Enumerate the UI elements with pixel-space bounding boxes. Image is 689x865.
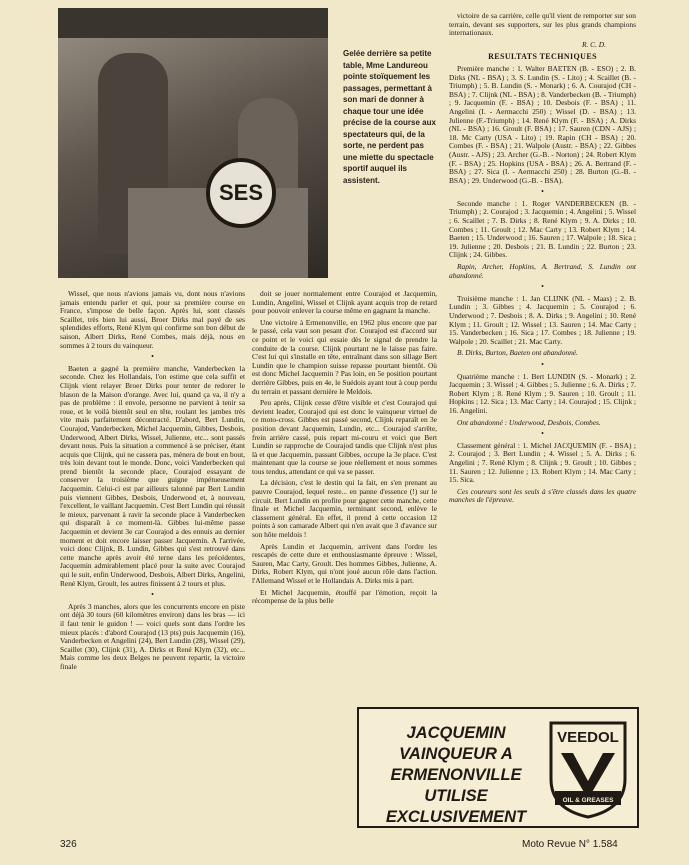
- paragraph: Baeten a gagné la première manche, Vanderbecken la seconde. Chez les Hollandais, l'on estime que cela suffit et Clijnk vient relayer Broer Dirks pour tenter de redorer le blason de la Maison d'orange. Avec lui, quand ça va, il n'y a pas de problème : il envole, personne ne parvient à tenir sa roue, et le voilà bientôt seul en tête, roulant les jambes très vite mais parfaitement décontracté. D'abord, Bert Lundin, Courajod, Vanderbecken, Michel Jacquemin, Gibbes, Desbois, Underwood, Albert Dirks, Wissel, Julienne, etc... sont passés devant nous. Puis la situation a commencé à se préciser, étant acquis que Clijnk, qui ne cassera pas, mènera de bout en bout, très loin devant tout le monde. Donc, voici Vanderbecken qui prend bientôt la seconde place, Courajod essayant de conserver la troisième que guigne impétueusement Jacquemin. Celui-ci est par ailleurs talonné par Bert Lundin puis viennent Gibbes, Desbois, Underwood et, à nouveau, l'excellent, le vaillant Jacquemin. C'est Bert Lundin qui réussit le mieux, parvenant à ravir la seconde place à Vanderbecken qui disparaît à ce moment-là. Gibbes lui-même passe Jacquemin et devient 3e car Courajod a des ennuis au dernier moment et doit encore laisser passer Jacquemin. A l'arrivée, voici donc Clijnk, B. Lundin, Gibbes qui s'est retrouvé dans cette manche après avoir été terne dans les précédentes, Jacquemin admirablement placé pour la suite avec Courajod qui le suit, enfin Underwood, Desbois, Albert Dirks, Angelini, René Klym, Groult, les autres finissent à 2 tours et plus.: [60, 363, 245, 588]
- separator: •: [541, 282, 544, 292]
- result-block: Classement général : 1. Michel JACQUEMIN (F. - BSA) ; 2. Courajod ; 3. Bert Lundin ; 4. Wissel ; 5. A. Dirks ; 6. Angelini ; 7. René Klym ; 8. Clijnk ; 9. Groult ; 10. Gibbes ; 11. Sauren ; 12. Julienne ; 13. Robert Klym ; 14. Mac Carty ; 15. Sica.: [449, 440, 636, 485]
- paragraph: Après 3 manches, alors que les concurrents encore en piste ont déjà 30 tours (60 kilomètres environ) dans les bras — ici il faut tenir le guidon ! — voici quels sont dans l'ordre les mieux placés : d'abord Courajod (13 pts) puis Jacquemin (16), Vanderbecken et Angelini (24), Bert Lundin (28), Wissel (29), Scaillet (30), Clijnk (31), A. Dirks et René Klym (32), etc... Mais comme les deux Belges ne peuvent repartir, la victoire finale: [60, 601, 245, 671]
- article-column-2: [252, 290, 437, 609]
- issue-label: Moto Revue N° 1.584: [522, 839, 618, 850]
- results-column: [449, 12, 636, 508]
- race-photo: [58, 8, 328, 278]
- result-note: Ont abandonné : Underwood, Desbois, Combes.: [457, 417, 601, 427]
- separator: •: [541, 359, 544, 369]
- paragraph: Wissel, que nous n'avions jamais vu, dont nous n'avions jamais entendu parler et qui, pour sa première course en France, s'impose de belle façon. Après lui, sont classés Scaillet, très bien lui aussi, Broer Dirks mal payé de ses splendides efforts, René Klym qui confirme son bon début de saison, Albert Dirks, René Combes, mais déjà, nous en sommes à 2 tours du vainqueur.: [60, 289, 245, 350]
- paragraph: La décision, c'est le destin qui la fait, en s'en prenant au pauvre Courajod, lequel reste... en panne d'essence (!) sur le circuit. Bert Lundin en profite pour gagner cette manche, cette finale et Michel Jacquemin, terminant second, enlève le classement général. En effet, il prend à cette occasion 12 points à son camarade Albert qui n'en avait que 3 d'avance sur son hôte meldois !: [252, 478, 437, 540]
- ad-line: JACQUEMIN: [406, 724, 506, 742]
- separator: •: [151, 352, 154, 362]
- ad-line: VAINQUEUR A: [399, 745, 513, 763]
- result-note: Rapin, Archer, Hopkins, A. Bertrand, S. Lundin ont abandonné.: [449, 262, 636, 280]
- result-block: Troisième manche : 1. Jan CLIJNK (NL - Maas) ; 2. B. Lundin ; 3. Gibbes ; 4. Jacquemin ; 5. Courajod ; 6. Underwood ; 7. Desbois ; 8. A. Dirks ; 9. Angelini ; 10. René Klym ; 11. Groult ; 12. Wissel ; 13. Sauren ; 14. Mac Carty ; 15. Vanderbecken ; 16. Sica ; 17. Combes ; 18. Julienne ; 19. Walpole ; 20. Scaillet ; 21. Mac Carty.: [449, 293, 636, 346]
- photo-tent: [58, 8, 328, 38]
- ad-subtitle: OIL & GREASES: [562, 797, 614, 804]
- ad-line: ERMENONVILLE: [390, 766, 522, 784]
- paragraph: doit se jouer normalement entre Courajod et Jacquemin, Lundin, Angelini, Wissel et Clijnk ayant acquis trop de retard pour pouvoir enlever la course même en gagnant la manche.: [252, 289, 437, 316]
- result-note: B. Dirks, Burton, Baeten ont abandonné.: [457, 348, 578, 358]
- author-signature: R. C. D.: [581, 39, 606, 49]
- paragraph: Peu après, Clijnk cesse d'être visible et c'est Courajod qui devient leader, Courajod qui est donc le vainqueur virtuel de ce moto-cross. Gibbes est passé second, Clijnk reparaît en 3e position devant Jacquemin, Lundin, etc... Courajod s'arrête, frein arrière cassé, puis repart mi-couru et voici que Bert Lundin se rapproche de Courajod tandis que Clijnk n'est plus là et que Jacquemin, passant Gibbes, occupe la 3e place. C'est maintenant que la course se joue réellement et nous sommes tous tendus, attendant ce qui va se passer.: [252, 398, 437, 476]
- veedol-advertisement: [357, 707, 639, 828]
- paragraph: victoire de sa carrière, celle qu'il vient de remporter sur son terrain, devant ses supporters, sur les plus grands champions internationaux.: [449, 11, 636, 38]
- ad-headline: [371, 723, 541, 828]
- result-block: Seconde manche : 1. Roger VANDERBECKEN (B. - Triumph) ; 2. Courajod ; 3. Jacquemin ; 4. Angelini ; 5. Wissel ; 6. Scaillet ; 7. B. Dirks ; 8. René Klym ; 9. A. Dirks ; 10. Combes ; 11. Groult ; 12. Mac Carty ; 13. Robert Klym ; 14. Baeten ; 15. Underwood ; 16. Sauren ; 17. Walpole ; 18. Sica ; 19. Julienne ; 20. Desbois ; 21. B. Lundin ; 22. Burton ; 23. Clijnk ; 24. Gibbes.: [449, 198, 636, 260]
- result-block: Première manche : 1. Walter BAETEN (B. - ESO) ; 2. B. Dirks (NL - BSA) ; 3. S. Lundin (S. - Lito) ; 4. Scaillet (B. - Triumph) ; 5. B. Lundin (S. - Monark) ; 6. A. Courajod (CH - BSA) ; 7. Clijnk (NL - BSA) ; 8. Vanderbecken (B. - Triumph) ; 9. Jacquemin (F. - BSA) ; 10. Desbois (F. - BSA) ; 11. Angelini (I. - Aermacchi 250) ; Wissel (D. - BSA) ; 13. Julienne (F.-Triumph) ; 14. René Klym (F. - BSA) ; A. Dirks (NL - BSA) ; 16. Groult (F. BSA) ; 17. Sauren (CDN - AJS) ; 18. Mc Carty (USA - Lito) ; 19. Rapin (CH - BSA) ; 20. Combes (F. - BSA) ; 21. Walpole (Austr. - BSA) ; 22. Gibbes (Austr. - AJS) ; 23. Archer (G.-B. - Norton) ; 24. Robert Klym (F. - BSA) ; 25. Hopkins (USA - BSA) ; 26. A. Bertrand (F. - BSA) ; 27. Sica (I. - Aermacchi 250) ; 28. Burton (G.-B. - BSA) ; 29. Underwood (G.-B. - BSA).: [449, 63, 636, 185]
- article-column-1: [60, 290, 245, 675]
- separator: •: [541, 187, 544, 197]
- result-note: Ces coureurs sont les seuls à s'être classés dans les quatre manches de l'épreuve.: [449, 486, 636, 505]
- paragraph: Après Lundin et Jacquemin, arrivent dans l'ordre les rescapés de cette dure et enthousiasmante épreuve : Wissel, Sauren, Mac Carty, Groult. Des hommes Gibbes, Julienne, A. Dirks, Robert Klym, qui n'ont joué aucun rôle dans l'action. l'Allemand Wissel et le Hollandais A. Dirks mis à part.: [252, 541, 437, 585]
- results-heading: RESULTATS TECHNIQUES: [488, 52, 597, 62]
- paragraph: Une victoire à Ermenonville, en 1962 plus encore que par le passé, cela vaut son pesant d'or. Courajod est d'accord sur ce point et le voici qui essaie dès le signal de prendre la conduite de la course. Clijnk pourtant ne le laisse pas faire. C'est lui qui s'installe en tête, entraînant dans son sillage Bert Lundin que le champion suisse repasse pourtant bientôt. Où est donc Michel Jacquemin ? Pas loin, en 5e position pourtant derrière Gibbes, puis en 4e, le Suédois ayant tout à coup perdu du terrain et passant dernière le Meldois.: [252, 317, 437, 396]
- photo-caption: Gelée derrière sa petite table, Mme Landureou pointe stoïquement les passages, permettant à son mari de donner à chaque tour une idée précise de la course aux spectateurs qui, de la sorte, ne perdent pas une miette du spectacle sportif auquel ils assistent.: [343, 49, 436, 185]
- page-number: 326: [60, 839, 77, 850]
- separator: •: [151, 590, 154, 600]
- paragraph: Et Michel Jacquemin, étouffé par l'émotion, reçoit la récompense de la plus belle: [252, 587, 437, 606]
- ad-brand: VEEDOL: [557, 729, 619, 746]
- ses-badge: SES: [206, 158, 276, 228]
- result-block: Quatrième manche : 1. Bert LUNDIN (S. - Monark) ; 2. Jacquemin ; 3. Wissel ; 4. Gibbes ; 5. Julienne ; 6. A. Dirks ; 7. Robert Klym ; 8. René Klym ; 9. Sauren ; 10. Groult ; 11. Hopkins ; 12. Sica ; 13. Mac Carty ; 14. Courajod ; 15. Clijnk ; 16. Angelini.: [449, 371, 636, 415]
- ad-line: UTILISE: [424, 787, 488, 805]
- separator: •: [541, 429, 544, 439]
- ad-line: EXCLUSIVEMENT: [385, 808, 527, 826]
